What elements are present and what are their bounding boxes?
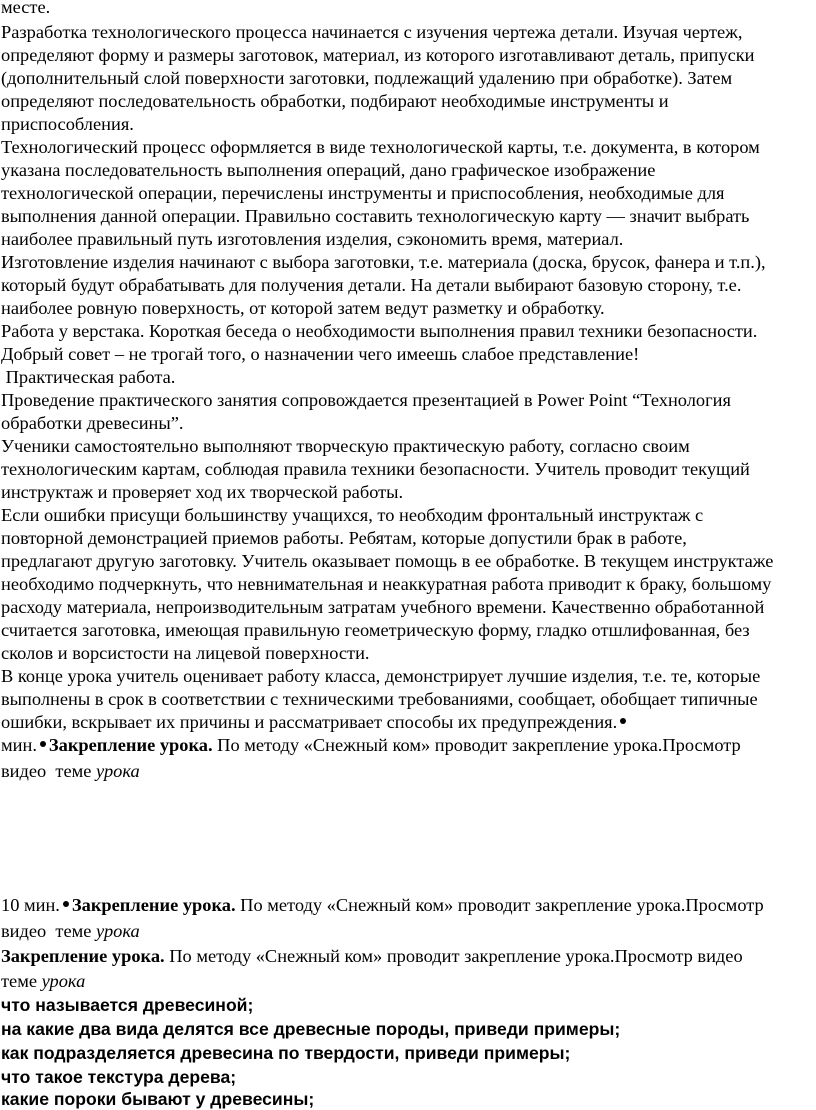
bullet-icon: [63, 901, 69, 907]
paragraph-line: повторной демонстрацией приемов работы. Ребятам, которые допустили брак в работе,: [1, 528, 687, 548]
paragraph-line: указана последовательность выполнения операций, дано графическое изображение: [1, 160, 656, 180]
section-heading: Закрепление урока.: [71, 895, 236, 915]
question-item: какие пороки бывают у древесины;: [1, 1089, 315, 1109]
paragraph-line: технологической операции, перечислены инструменты и приспособления, необходимые для: [1, 183, 725, 203]
paragraph-line: сколов и ворсистости на лицевой поверхности.: [1, 643, 370, 663]
section-heading: Закрепление урока.: [48, 735, 213, 755]
paragraph-line: [1, 711, 629, 733]
paragraph-line: Изготовление изделия начинают с выбора заготовки, т.е. материала (доска, брусок, фанера и т.п.),: [1, 252, 766, 272]
paragraph-line: обработки древесины”.: [1, 413, 184, 433]
question-item: на какие два вида делятся все древесные породы, приведи примеры;: [1, 1019, 621, 1039]
block-text: По методу «Снежный ком» проводит закрепление урока.Просмотр: [212, 735, 741, 755]
bullet-icon: [620, 718, 626, 724]
paragraph-line: инструктаж и проверяет ход их творческой работы.: [1, 482, 404, 502]
reinforcement-block-1: [1, 734, 741, 756]
paragraph-line: наиболее правильный путь изготовления изделия, сэкономить время, материал.: [1, 229, 624, 249]
paragraph-line: необходимо подчеркнуть, что невнимательная и неаккуратная работа приводит к браку, большому: [1, 574, 772, 594]
block-text: По методу «Снежный ком» проводит закрепление урока.Просмотр: [235, 895, 764, 915]
paragraph-line: который будут обрабатывать для получения детали. На детали выбирают базовую сторону, т.е.: [1, 275, 742, 295]
question-item: что такое текстура дерева;: [1, 1067, 237, 1087]
question-item: как подразделяется древесина по твердости, приведи примеры;: [1, 1043, 571, 1063]
italic-word: урока: [96, 761, 140, 781]
question-item: что называется древесиной;: [1, 995, 254, 1015]
paragraph-line: Ученики самостоятельно выполняют творческую практическую работу, согласно своим: [1, 436, 690, 456]
paragraph-line: приспособления.: [1, 114, 134, 134]
block-text: По методу «Снежный ком» проводит закрепление урока.Просмотр видео: [164, 946, 743, 966]
section-heading: Закрепление урока.: [1, 946, 165, 966]
paragraph-line: определяют форму и размеры заготовок, материал, из которого изготавливают деталь, припуски: [1, 45, 755, 65]
time-prefix: 10 мин.: [1, 895, 60, 915]
paragraph-line: считается заготовка, имеющая правильную геометрическую форму, гладко отшлифованная, без: [1, 620, 750, 640]
paragraph-line: Разработка технологического процесса начинается с изучения чертежа детали. Изучая чертеж,: [1, 22, 743, 42]
block-text: видео теме: [1, 921, 97, 941]
paragraph-line: технологическим картам, соблюдая правила техники безопасности. Учитель проводит текущий: [1, 459, 750, 479]
block-text: видео теме: [1, 761, 97, 781]
reinforcement-block-2-line2: [1, 920, 140, 942]
bullet-icon: [40, 741, 46, 747]
italic-word: урока: [96, 921, 140, 941]
reinforcement-block-3-line2: [1, 970, 85, 992]
paragraph-line: Проведение практического занятия сопровождается презентацией в Power Point “Технология: [1, 390, 731, 410]
paragraph-line: наиболее ровную поверхность, от которой затем ведут разметку и обработку.: [1, 298, 605, 318]
paragraph-text: ошибки, вскрывает их причины и рассматривает способы их предупреждения.: [1, 712, 618, 732]
paragraph-line: предлагают другую заготовку. Учитель оказывает помощь в ее обработке. В текущем инструктаже: [1, 551, 774, 571]
paragraph-line: выполнения данной операции. Правильно составить технологическую карту — значит выбрать: [1, 206, 750, 226]
paragraph-line: (дополнительный слой поверхности заготовки, подлежащий удалению при обработке). Затем: [1, 68, 733, 88]
paragraph-line: определяют последовательность обработки, подбирают необходимые инструменты и: [1, 91, 669, 111]
paragraph-line: Добрый совет – не трогай того, о назначении чего имеешь слабое представление!: [1, 344, 640, 364]
paragraph-line: В конце урока учитель оценивает работу класса, демонстрирует лучшие изделия, т.е. те, которые: [1, 666, 761, 686]
paragraph-line: Если ошибки присущи большинству учащихся, то необходим фронтальный инструктаж с: [1, 505, 704, 525]
reinforcement-block-3: [1, 945, 743, 967]
paragraph-line: Работа у верстака. Короткая беседа о необходимости выполнения правил техники безопасности.: [1, 321, 758, 341]
italic-word: урока: [41, 971, 86, 991]
paragraph-line: расходу материала, непроизводительным затратам учебного времени. Качественно обработанной: [1, 597, 765, 617]
reinforcement-block-1-line2: [1, 760, 140, 782]
time-prefix: мин.: [1, 735, 37, 755]
reinforcement-block-2: [1, 894, 764, 916]
paragraph-line: Практическая работа.: [1, 367, 176, 387]
paragraph-line: выполнены в срок в соответствии с техническими требованиями, сообщает, обобщает типичные: [1, 689, 758, 709]
paragraph-line: Технологический процесс оформляется в виде технологической карты, т.е. документа, в котором: [1, 137, 760, 157]
paragraph-line: месте.: [1, 0, 51, 17]
block-text: теме: [1, 971, 42, 991]
